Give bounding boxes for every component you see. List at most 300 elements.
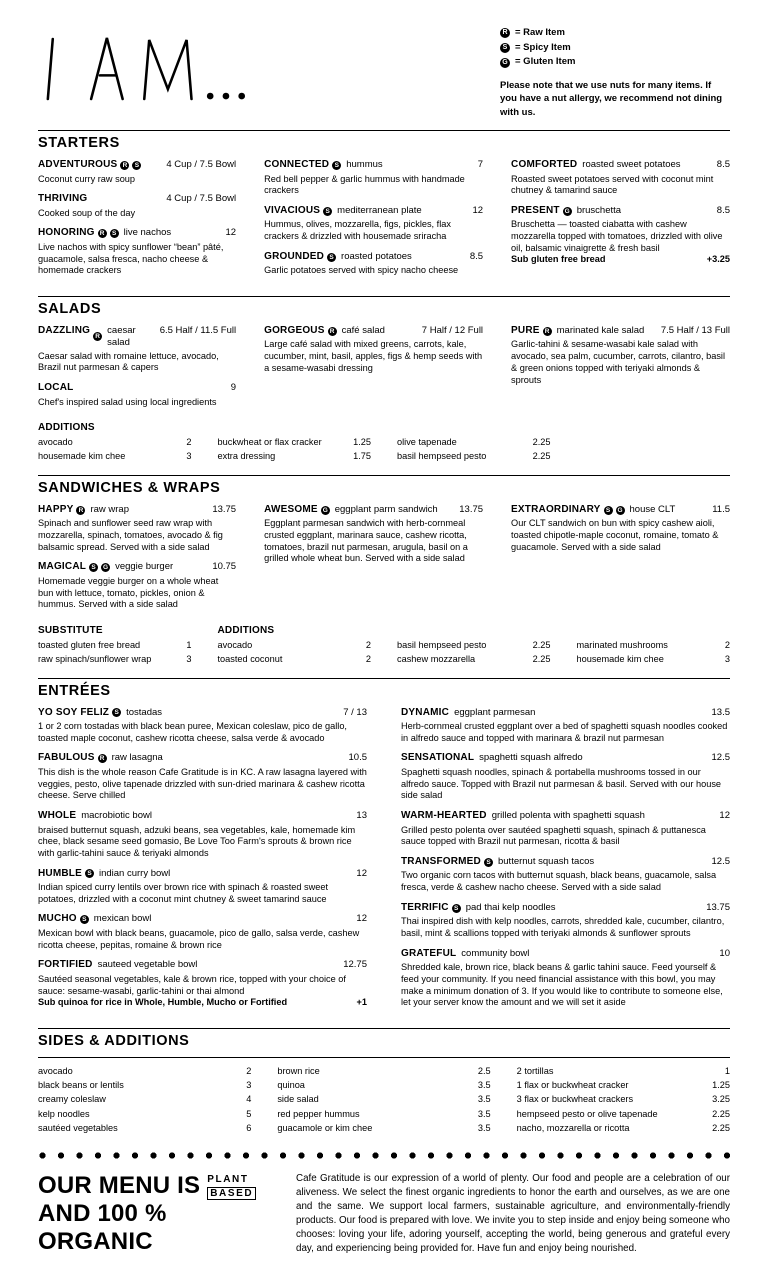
price-row-price: 2.25 [712, 1108, 730, 1119]
symbol-r-icon: R [98, 229, 107, 238]
price-row [577, 653, 731, 667]
price-row-price: 2.25 [712, 1122, 730, 1133]
price-row-name: nacho, mozzarella or ricotta [516, 1122, 630, 1133]
item-name: CONNECTED [264, 159, 330, 171]
section-sides [38, 1028, 730, 1135]
item-name: GROUNDED [264, 250, 325, 262]
price-row-price: 3 [724, 653, 730, 664]
menu-item-fabulous [38, 752, 367, 802]
price-row-name: avocado [38, 437, 73, 448]
menu-item-mucho [38, 913, 367, 951]
item-name: LOCAL [38, 382, 74, 394]
item-subtitle: mediterranean plate [337, 204, 422, 216]
symbol-r-icon: R [120, 161, 129, 170]
item-name: PRESENT [511, 204, 560, 216]
item-name: VIVACIOUS [264, 204, 321, 216]
price-row-name: toasted gluten free bread [38, 640, 141, 651]
legend [500, 24, 730, 119]
item-name: GRATEFUL [401, 947, 457, 959]
salads-additions-table [38, 422, 730, 464]
price-row-name: buckwheat or flax cracker [217, 437, 322, 448]
price-row [218, 639, 372, 653]
item-name: WARM-HEARTED [401, 810, 487, 822]
menu-item-warm-hearted [401, 810, 730, 848]
item-description: This dish is the whole reason Cafe Gratitude is in KC. A raw lasagna layered with veggies, pesto, olive tapenade drizzled with sun-dried marinara & cashew ricotta cheese. Serve chilled [38, 766, 367, 801]
item-name: FORTIFIED [38, 959, 93, 971]
price-group-heading: ADDITIONS [38, 422, 95, 434]
item-subtitle: hummus [346, 159, 383, 171]
item-price: 8.5 [469, 250, 484, 262]
symbol-g-icon: G [103, 564, 109, 572]
item-price: 9 [230, 382, 237, 394]
item-price: 12.5 [711, 752, 730, 764]
item-description: Shredded kale, brown rice, black beans & garlic tahini sauce. Feed yourself & feed your community. If you need financial assistance with this bowl, you may make a minimum donation of 3. If you would like to contribute to someone else, let your server know the amount and we will set it aside [401, 962, 723, 1008]
symbol-r-icon: R [76, 506, 85, 515]
price-row-price: 2 [724, 640, 730, 651]
menu-item-head [401, 752, 730, 765]
item-subtitle: sauteed vegetable bowl [97, 959, 198, 971]
menu-item-head [38, 504, 236, 517]
price-row [38, 450, 192, 464]
legend-item [500, 26, 730, 41]
price-row-name: basil hempseed pesto [397, 451, 487, 462]
entrees-columns [38, 707, 730, 1017]
menu-item-head [38, 913, 367, 926]
price-group [517, 1064, 730, 1135]
price-row-name: kelp noodles [38, 1108, 90, 1119]
item-subtitle: indian curry bowl [98, 867, 171, 879]
item-price: 12.5 [711, 855, 730, 867]
symbol-s-icon: S [80, 915, 89, 924]
footer-plant: PLANT [207, 1174, 249, 1186]
item-description: Eggplant parmesan sandwich with herb-cornmeal crusted eggplant, marinara sauce, cashew ricotta, tomatoes, brazil nut parmesan, arugula, basil on a grilled whole wheat bun. Served with a side salad [264, 518, 468, 564]
price-row-name: raw spinach/sunflower wrap [38, 653, 152, 664]
menu-column [264, 504, 483, 619]
symbol-s-icon: S [452, 904, 461, 913]
price-group-heading [577, 625, 731, 639]
menu-item-local [38, 382, 236, 408]
symbol-r-icon: R [328, 327, 337, 336]
menu-column [264, 325, 483, 416]
price-row-price: 3 [186, 451, 192, 462]
item-price: 7 [477, 159, 484, 171]
symbol-s-icon: S [327, 253, 336, 262]
item-price: 12 [719, 810, 730, 822]
price-row-name: black beans or lentils [38, 1080, 124, 1091]
symbol-s-icon: S [132, 161, 141, 170]
section-title-sides: SIDES & ADDITIONS [38, 1032, 190, 1049]
item-description: 1 or 2 corn tostadas with black bean puree, Mexican coleslaw, pico de gallo, toasted maple coconut, cashew ricotta cheese, salsa verde & avocado [38, 721, 347, 743]
item-description: Spinach and sunflower seed raw wrap with mozzarella, spinach, tomatoes, avocado & fig balsamic spread. Served with a side salad [38, 518, 223, 552]
legend-item [500, 55, 730, 70]
item-price: 4 Cup / 7.5 Bowl [166, 193, 237, 205]
price-row-price: 1 [186, 640, 192, 651]
item-description: Homemade veggie burger on a whole wheat bun with lettuce, tomato, pickles, onion & hummus. Served with a side salad [38, 575, 219, 610]
item-name: YO SOY FELIZ [38, 706, 110, 718]
price-row-name: brown rice [277, 1065, 320, 1076]
menu-column [38, 707, 367, 1017]
menu-column [38, 504, 236, 619]
menu-item-head [511, 159, 730, 172]
price-row-price: 4 [246, 1094, 252, 1105]
price-row-name: guacamole or kim chee [277, 1122, 373, 1133]
menu-item-head [401, 948, 730, 961]
menu-item-fortified [38, 959, 367, 1009]
price-row [218, 653, 372, 667]
legend-items [500, 26, 730, 70]
menu-item-head [38, 707, 367, 720]
item-name: TRANSFORMED [401, 855, 481, 867]
menu-column [511, 325, 730, 416]
item-price: 12 [472, 204, 484, 216]
menu-item-thriving [38, 193, 236, 219]
price-row [38, 1064, 251, 1078]
item-name: COMFORTED [511, 159, 578, 171]
item-price: 12 [225, 227, 237, 239]
item-subtitle: veggie burger [115, 561, 174, 573]
item-price: 10.5 [348, 752, 367, 764]
item-note-price: +1 [356, 997, 367, 1008]
price-group [218, 625, 372, 667]
symbol-s-icon: S [110, 229, 119, 238]
price-row [397, 450, 551, 464]
price-row-name: 1 flax or buckwheat cracker [516, 1080, 629, 1091]
item-price: 8.5 [716, 204, 730, 216]
price-row [517, 1078, 730, 1092]
price-row [517, 1107, 730, 1121]
section-entrees [38, 678, 730, 1017]
price-row-price: 5 [246, 1108, 252, 1119]
item-price: 8.5 [716, 159, 730, 171]
price-row-name: avocado [38, 1065, 73, 1076]
price-row-name: housemade kim chee [576, 653, 664, 664]
menu-item-head [38, 325, 236, 349]
price-row-name: olive tapenade [397, 437, 457, 448]
price-row [277, 1121, 490, 1135]
menu-item-terrific [401, 902, 730, 940]
price-group [397, 625, 551, 667]
item-subtitle: raw wrap [90, 503, 129, 515]
item-substitution-note [38, 997, 367, 1009]
price-row [218, 450, 372, 464]
item-subtitle: roasted potatoes [341, 250, 412, 262]
menu-item-vivacious [264, 205, 483, 243]
menu-item-head [38, 959, 367, 972]
symbol-r-icon: R [543, 327, 552, 336]
menu-item-head [264, 325, 483, 338]
price-row-name: side salad [277, 1094, 319, 1105]
menu-item-dynamic [401, 707, 730, 745]
section-title-starters: STARTERS [38, 135, 120, 152]
menu-item-head [401, 902, 730, 915]
price-row-name: avocado [217, 640, 253, 651]
item-subtitle: tostadas [126, 706, 163, 718]
item-price: 12 [356, 867, 367, 879]
menu-item-magical [38, 561, 236, 611]
menu-item-honoring [38, 227, 236, 277]
symbol-s-icon: S [323, 207, 332, 216]
price-row [38, 1078, 251, 1092]
menu-item-gorgeous [264, 325, 483, 375]
section-sandwiches [38, 475, 730, 667]
menu-item-head [401, 856, 730, 869]
price-row-price: 2.25 [532, 653, 551, 664]
price-group [218, 422, 372, 464]
menu-item-extraordinary [511, 504, 730, 554]
price-row-price: 3 [186, 653, 192, 664]
item-price: 12.75 [343, 959, 367, 971]
symbol-s-icon: S [500, 43, 510, 53]
item-subtitle: live nachos [123, 227, 172, 239]
item-name: HAPPY [38, 503, 74, 515]
menu-column [38, 159, 236, 285]
menu-item-grateful [401, 948, 730, 1009]
item-description: Hummus, olives, mozzarella, figs, pickles, flax crackers & drizzled with housemade sriracha [264, 219, 451, 242]
price-group-heading [397, 625, 551, 639]
legend-label: = Spicy Item [515, 41, 571, 53]
item-description: Live nachos with spicy sunflower “bean” pâté, guacamole, salsa fresca, nacho cheese & homemade crackers [38, 241, 224, 276]
item-name: HUMBLE [38, 867, 82, 879]
price-group-heading: ADDITIONS [217, 625, 275, 637]
menu-item-awesome [264, 504, 483, 565]
menu-item-head [38, 382, 236, 395]
item-name: WHOLE [38, 810, 77, 822]
item-subtitle: community bowl [461, 947, 530, 959]
price-row [38, 639, 192, 653]
price-row [218, 436, 372, 450]
menu-column [38, 325, 236, 416]
footer-paragraph: Cafe Gratitude is our expression of a world of plenty. Our food and people are a celebration of our aliveness. We select the finest organic ingredients to honor the earth and ourselves, as we are one and the same. We support local farmers, sustainable agriculture, and environmentally-friendly products. Our food is prepared with love. We invite you to step inside and enjoy being someone who chooses: loving your life, adoring yourself, accepting the world, being generous and grateful every day, and experiencing being provided for. Have fun and enjoy being nourished. [296, 1173, 730, 1254]
item-name: AWESOME [264, 503, 318, 515]
menu-item-dazzling [38, 325, 236, 374]
price-row [38, 1107, 251, 1121]
menu-item-head [38, 561, 236, 574]
legend-label: = Raw Item [515, 27, 565, 38]
item-description: Chef's inspired salad using local ingredients [38, 396, 217, 407]
symbol-s-icon: S [604, 506, 613, 515]
item-price: 13.5 [711, 706, 730, 718]
menu-item-connected [264, 159, 483, 197]
item-substitution-note [511, 254, 730, 266]
item-price: 6.5 Half / 11.5 Full [159, 324, 237, 336]
item-description: Grilled pesto polenta over sautéed spaghetti squash, spinach & puttanesca sauce topped with Brazil nut parmesan, ricotta & basil [401, 824, 706, 847]
dotted-divider [38, 1151, 730, 1160]
symbol-s-icon: S [484, 858, 493, 867]
price-row [38, 1092, 251, 1106]
item-subtitle: café salad [341, 324, 385, 336]
price-row-name: extra dressing [217, 451, 276, 462]
nut-allergy-note: Please note that we use nuts for many items. If you have a nut allergy, we recommend not dining with us. [500, 80, 723, 118]
menu-item-grounded [264, 251, 483, 277]
price-group [397, 422, 551, 464]
price-row-price: 2.25 [532, 437, 551, 448]
symbol-g-icon: G [617, 506, 623, 514]
footer-based: BASED [207, 1187, 256, 1201]
item-price: 12 [356, 913, 367, 925]
menu-item-adventurous [38, 159, 236, 185]
symbol-r-icon: R [500, 28, 510, 38]
menu-item-yo-soy-feliz [38, 707, 367, 745]
item-name: EXTRAORDINARY [511, 503, 601, 515]
legend-item [500, 41, 730, 56]
menu-item-head [401, 810, 730, 823]
item-price: 13 [356, 810, 367, 822]
item-name: FABULOUS [38, 752, 95, 764]
item-subtitle: house CLT [629, 503, 676, 515]
item-description: braised butternut squash, adzuki beans, sea vegetables, kale, homemade kim chee, black sesame seed gomasio, Be Love Too Farm's sprouts & brown rice with garlic-tahini sauce & teriyaki almonds [38, 824, 356, 858]
price-row-name: cashew mozzarella [397, 653, 476, 664]
menu-item-head [511, 325, 730, 338]
menu-item-whole [38, 810, 367, 860]
item-price: 7 Half / 12 Full [421, 324, 484, 336]
item-name: MUCHO [38, 913, 77, 925]
price-row [277, 1107, 490, 1121]
item-description: Sautéed seasonal vegetables, kale & brown rice, topped with your choice of sauce: sesame-wasabi, garlic-tahini or thai almond [38, 973, 346, 996]
item-description: Garlic potatoes served with spicy nacho cheese [264, 265, 459, 276]
item-name: MAGICAL [38, 561, 87, 573]
price-row-name: housemade kim chee [38, 451, 126, 462]
item-price: 10 [719, 947, 730, 959]
starters-columns [38, 159, 730, 285]
item-name: SENSATIONAL [401, 752, 475, 764]
item-note-price: +3.25 [706, 254, 730, 265]
price-row-name: red pepper hummus [277, 1108, 360, 1119]
symbol-r-icon: R [93, 332, 102, 341]
price-row [397, 436, 551, 450]
price-row [277, 1064, 490, 1078]
menu-item-pure [511, 325, 730, 386]
item-price: 13.75 [212, 503, 237, 515]
item-name: GORGEOUS [264, 324, 325, 336]
item-note-text: Sub gluten free bread [511, 254, 606, 265]
menu-item-comforted [511, 159, 730, 197]
price-row [397, 639, 551, 653]
menu-item-head [38, 868, 367, 881]
symbol-s-icon: S [85, 869, 94, 878]
price-row-price: 1.75 [353, 451, 371, 462]
price-row-price: 1.25 [353, 437, 371, 448]
symbol-g-icon: G [500, 58, 510, 68]
menu-item-humble [38, 868, 367, 906]
menu-item-present [511, 205, 730, 266]
item-subtitle: butternut squash tacos [497, 855, 595, 867]
iam-logo [38, 24, 288, 112]
section-title-entrees: ENTRÉES [38, 682, 111, 699]
item-name: THRIVING [38, 193, 88, 205]
menu-item-head [38, 159, 236, 172]
item-description: Herb-cornmeal crusted eggplant over a bed of spaghetti squash noodles cooked in alfredo sauce and topped with marinara & brazil nut parmesan [401, 721, 728, 743]
price-row-name: basil hempseed pesto [397, 640, 487, 651]
price-row [577, 639, 731, 653]
price-row [517, 1092, 730, 1106]
item-subtitle: bruschetta [576, 204, 622, 216]
menu-item-head [264, 251, 483, 264]
footer-body [38, 1172, 730, 1255]
price-row-price: 3.5 [477, 1094, 491, 1105]
symbol-s-icon: S [89, 563, 98, 572]
price-row-price: 3.5 [477, 1080, 491, 1091]
item-note-text: Sub quinoa for rice in Whole, Humble, Mucho or Fortified [38, 997, 288, 1008]
price-group-heading [218, 422, 372, 436]
item-name: HONORING [38, 227, 95, 239]
item-subtitle: roasted sweet potatoes [582, 159, 681, 171]
menu-item-head [38, 810, 367, 823]
menu-column [401, 707, 730, 1017]
item-subtitle: macrobiotic bowl [81, 810, 152, 822]
item-description: Our CLT sandwich on bun with spicy cashew aioli, toasted chipotle-maple coconut, romaine, tomato & guacamole. Served with a side salad [511, 518, 719, 552]
item-description: Roasted sweet potatoes served with coconut mint chutney & tamarind sauce [511, 173, 714, 196]
price-row-price: 2.25 [532, 451, 551, 462]
item-description: Large café salad with mixed greens, carrots, kale, cucumber, mint, basil, apples, figs & hemp seeds with a sesame-wasabi dressing [264, 339, 483, 373]
footer-headline [38, 1172, 276, 1255]
item-price: 4 Cup / 7.5 Bowl [166, 159, 237, 171]
price-group-heading: SUBSTITUTE [38, 625, 103, 637]
item-description: Bruschetta — toasted ciabatta with cashew mozzarella topped with tomatoes, drizzled with olive oil, balsamic vinaigrette & fresh basil [511, 219, 723, 253]
item-subtitle: caesar salad [107, 324, 136, 348]
header [38, 24, 730, 119]
menu-column [511, 159, 730, 285]
footer [38, 1151, 730, 1255]
price-row-price: 3.25 [712, 1094, 730, 1105]
section-starters [38, 130, 730, 285]
symbol-r-icon: R [98, 754, 107, 763]
price-row-name: 3 flax or buckwheat crackers [516, 1094, 634, 1105]
price-row [38, 1121, 251, 1135]
price-row-price: 2 [365, 653, 371, 664]
price-row-name: hempseed pesto or olive tapenade [516, 1108, 658, 1119]
price-row-name: 2 tortillas [516, 1065, 554, 1076]
item-subtitle: mexican bowl [93, 913, 152, 925]
menu-item-head [264, 504, 483, 517]
item-subtitle: grilled polenta with spaghetti squash [491, 810, 645, 822]
item-subtitle: eggplant parmesan [454, 706, 536, 718]
menu-item-head [511, 205, 730, 218]
item-price: 11.5 [712, 503, 730, 515]
item-price: 13.75 [706, 901, 730, 913]
menu-column [264, 159, 483, 285]
menu-item-head [38, 227, 236, 240]
legend-label: = Gluten Item [515, 56, 576, 68]
price-group [277, 1064, 490, 1135]
price-group-heading [397, 422, 551, 436]
price-row-name: sautéed vegetables [38, 1122, 118, 1133]
iam-logo-drawing [38, 30, 284, 107]
menu-item-head [264, 205, 483, 218]
item-description: Garlic-tahini & sesame-wasabi kale salad with avocado, sea palm, cucumber, carrots, cilantro, basil & green onions topped with teriyaki almonds & sprouts [511, 339, 726, 385]
item-name: TERRIFIC [401, 901, 449, 913]
price-row-price: 6 [246, 1122, 252, 1133]
footer-our-menu-is: OUR MENU IS [38, 1172, 201, 1200]
price-row [38, 653, 192, 667]
price-row-price: 2.25 [532, 640, 551, 651]
item-description: Red bell pepper & garlic hummus with handmade crackers [264, 173, 465, 196]
symbol-g-icon: G [564, 207, 570, 215]
menu-column [511, 504, 730, 619]
menu-item-happy [38, 504, 236, 554]
price-row [517, 1064, 730, 1078]
price-row-name: marinated mushrooms [576, 640, 668, 651]
footer-plant-based [207, 1174, 256, 1200]
item-subtitle: pad thai kelp noodles [465, 901, 556, 913]
item-description: Two organic corn tacos with butternut squash, black beans, guacamole, salsa fresca, verde & cashew nacho cheese. Served with a side salad [401, 870, 717, 893]
footer-headline-line1 [38, 1172, 276, 1200]
price-row-price: 1 [724, 1065, 730, 1076]
item-subtitle: raw lasagna [111, 752, 163, 764]
menu-item-head [401, 707, 730, 720]
price-row [277, 1078, 490, 1092]
item-description: Spaghetti squash noodles, spinach & portabella mushrooms tossed in our alfredo sauce. Topped with Brazil nut parmesan & basil. Served with our house side salad [401, 766, 722, 801]
menu-item-head [38, 752, 367, 765]
